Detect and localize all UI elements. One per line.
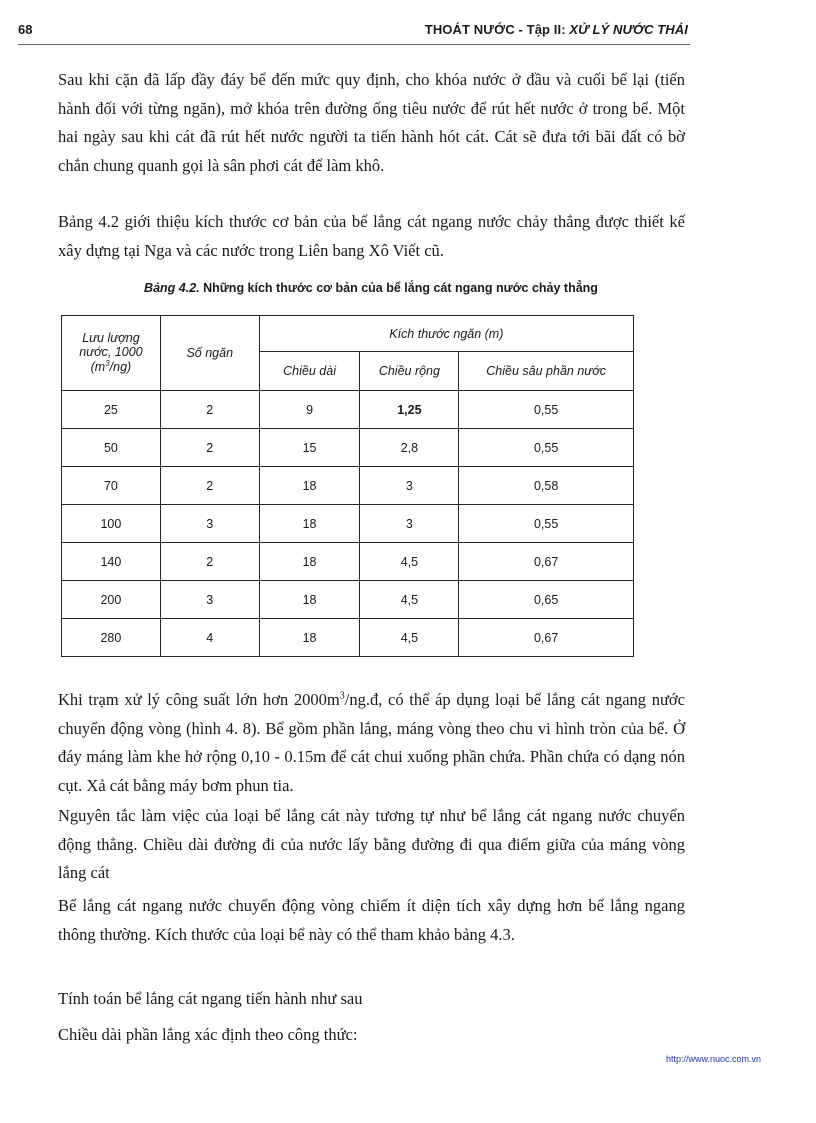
footer-url: http://www.nuoc.com.vn [665,1054,761,1064]
cell-water-depth: 0,65 [459,581,634,619]
running-title-italic: XỬ LÝ NƯỚC THẢI [569,22,688,37]
table-row [62,429,634,467]
running-title-prefix: THOÁT NƯỚC - Tập II: [424,22,570,37]
cell-flow: 70 [62,467,161,505]
paragraph-5: Bể lắng cát ngang nước chuyển động vòng chiếm ít diện tích xây dựng hơn bể lắng ngang thông thường. Kích thước của loại bể này có thể tham khảo bảng 4.3. [58,896,685,944]
cell-width: 1,25 [360,391,459,429]
flow-unit-sup: 3 [105,359,110,369]
cell-compartments: 3 [160,581,259,619]
cell-flow: 140 [62,543,161,581]
cell-width: 4,5 [360,543,459,581]
table-row [62,581,634,619]
table-row [62,391,634,429]
cell-width: 4,5 [360,581,459,619]
cell-compartments: 2 [160,429,259,467]
cell-water-depth: 0,55 [459,429,634,467]
table-caption-text: Những kích thước cơ bản của bể lắng cát ngang nước chảy thẳng [199,281,598,295]
cell-length: 15 [259,429,360,467]
cell-flow: 200 [62,581,161,619]
header-water-depth: Chiều sâu phần nước [459,352,634,391]
page-header [18,20,690,45]
paragraph-4: Nguyên tắc làm việc của loại bể lắng cát này tương tự như bể lắng cát ngang nước chuyển động thẳng. Chiều dài đường đi của nước lấy bằng đường đi qua điểm giữa của máng vòng lắng cát [58,806,685,882]
cell-water-depth: 0,58 [459,467,634,505]
header-flow-line1: Lưu lượng [82,331,140,346]
cell-width: 4,5 [360,619,459,657]
table-row [62,619,634,657]
cell-length: 18 [259,505,360,543]
paragraph-6: Tính toán bể lắng cát ngang tiến hành như sau [58,989,363,1008]
table-row [62,543,634,581]
cell-length: 18 [259,619,360,657]
cell-width: 2,8 [360,429,459,467]
cell-flow: 280 [62,619,161,657]
cell-water-depth: 0,67 [459,543,634,581]
cell-flow: 25 [62,391,161,429]
page-number: 68 [18,22,33,37]
header-width: Chiều rộng [360,352,459,391]
header-flow-unit [62,359,160,374]
header-length: Chiều dài [259,352,360,391]
cell-compartments: 4 [160,619,259,657]
header-compartments: Số ngăn [160,316,259,391]
paragraph-3-sup: 3 [339,690,345,702]
cell-width: 3 [360,505,459,543]
cell-water-depth: 0,67 [459,619,634,657]
paragraph-1: Sau khi cặn đã lấp đầy đáy bể đến mức quy định, cho khóa nước ở đầu và cuối bể lại (tiến hành đối với từng ngăn), mở khóa trên đường ống tiêu nước để rút hết nước ở trong bể. Một hai ngày sau khi cát đã rút hết nước người ta tiến hành hót cát. Cát sẽ đưa tới bãi đất có bờ chắn chung quanh gọi là sân phơi cát để làm khô. [58,70,685,175]
cell-flow: 50 [62,429,161,467]
table-row [62,467,634,505]
running-title [425,22,688,37]
cell-compartments: 2 [160,391,259,429]
dimensions-table [61,315,634,657]
cell-length: 18 [259,581,360,619]
cell-length: 18 [259,467,360,505]
table-caption [61,281,681,295]
cell-compartments: 2 [160,467,259,505]
cell-length: 18 [259,543,360,581]
cell-compartments: 3 [160,505,259,543]
flow-unit-before: (m [90,360,106,375]
cell-compartments: 2 [160,543,259,581]
cell-water-depth: 0,55 [459,505,634,543]
paragraph-2: Bảng 4.2 giới thiệu kích thước cơ bản của bể lắng cát ngang nước chảy thẳng được thiết kế xây dựng tại Nga và các nước trong Liên bang Xô Viết cũ. [58,212,685,260]
header-dimensions-group: Kích thước ngăn (m) [259,316,633,352]
cell-width: 3 [360,467,459,505]
paragraph-3 [58,686,685,800]
table-row [62,505,634,543]
header-flow [62,316,161,391]
header-flow-line2: nước, 1000 [79,345,143,360]
paragraph-3-after: /ng.đ, có thể áp dụng loại bể lắng cát ngang nước chuyển động vòng (hình 4. 8). Bể gồm phần lắng, máng vòng theo chu vi hình tròn của bể. Ở đáy máng làm khe hở rộng 0,10 - 0.15m để cát chui xuống phần chứa. Phần chứa có dạng nón cụt. Xả cát bằng máy bơm phun tia. [58,690,685,795]
table-header-row [62,316,634,352]
paragraph-7: Chiều dài phần lắng xác định theo công thức: [58,1025,358,1044]
flow-unit-after: /ng) [109,360,132,375]
paragraph-3-before: Khi trạm xử lý công suất lớn hơn 2000m [58,690,340,709]
table-caption-label: Bảng 4.2. [144,281,200,295]
cell-flow: 100 [62,505,161,543]
cell-water-depth: 0,55 [459,391,634,429]
cell-length: 9 [259,391,360,429]
